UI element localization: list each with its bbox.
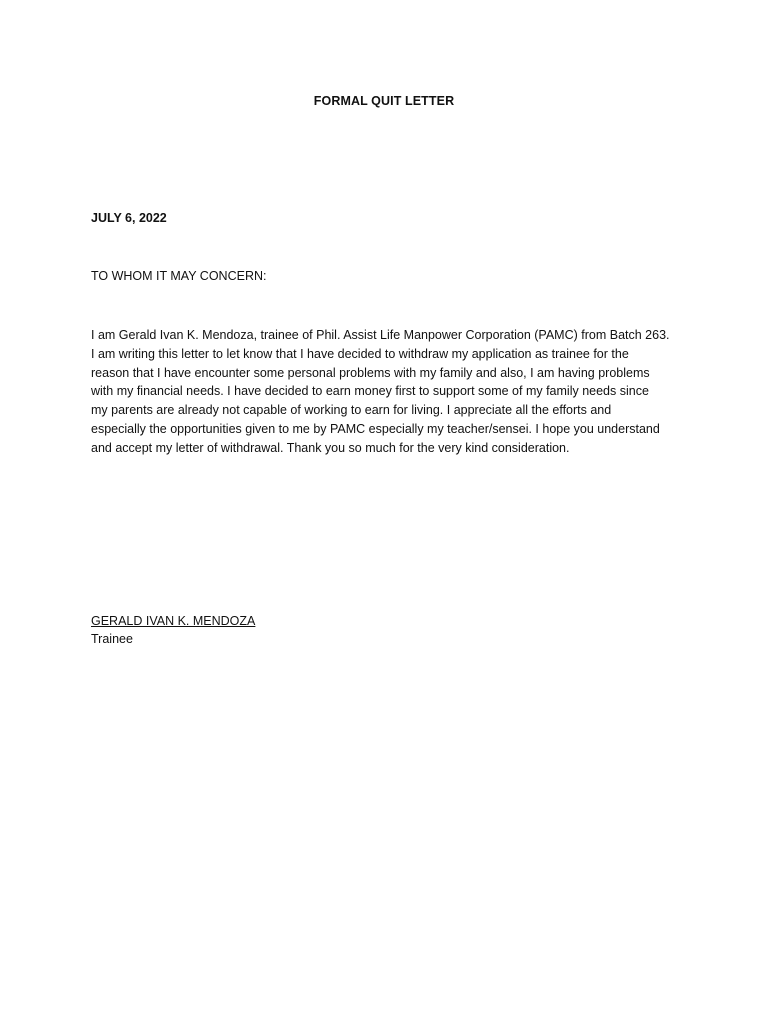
letter-salutation: TO WHOM IT MAY CONCERN:: [91, 269, 267, 283]
body-line: I am Gerald Ivan K. Mendoza, trainee of Phil. Assist Life Manpower Corporation (PAMC) from Batch 263.: [91, 328, 670, 342]
signature-role: Trainee: [91, 632, 133, 646]
body-line: especially the opportunities given to me by PAMC especially my teacher/sensei. I hope you understand: [91, 421, 660, 436]
body-line: and accept my letter of withdrawal. Thank you so much for the very kind consideration.: [91, 440, 570, 455]
letter-body: [91, 326, 691, 458]
body-line: my parents are already not capable of working to earn for living. I appreciate all the efforts and: [91, 403, 612, 418]
letter-title: FORMAL QUIT LETTER: [313, 94, 455, 108]
letter-date: JULY 6, 2022: [91, 211, 167, 225]
body-line: with my financial needs. I have decided to earn money first to support some of my family needs since: [91, 384, 649, 399]
signature-name: GERALD IVAN K. MENDOZA: [91, 614, 256, 628]
body-line: I am writing this letter to let know that I have decided to withdraw my application as trainee for the: [91, 346, 629, 361]
body-line: reason that I have encounter some personal problems with my family and also, I am having problems: [91, 365, 650, 380]
